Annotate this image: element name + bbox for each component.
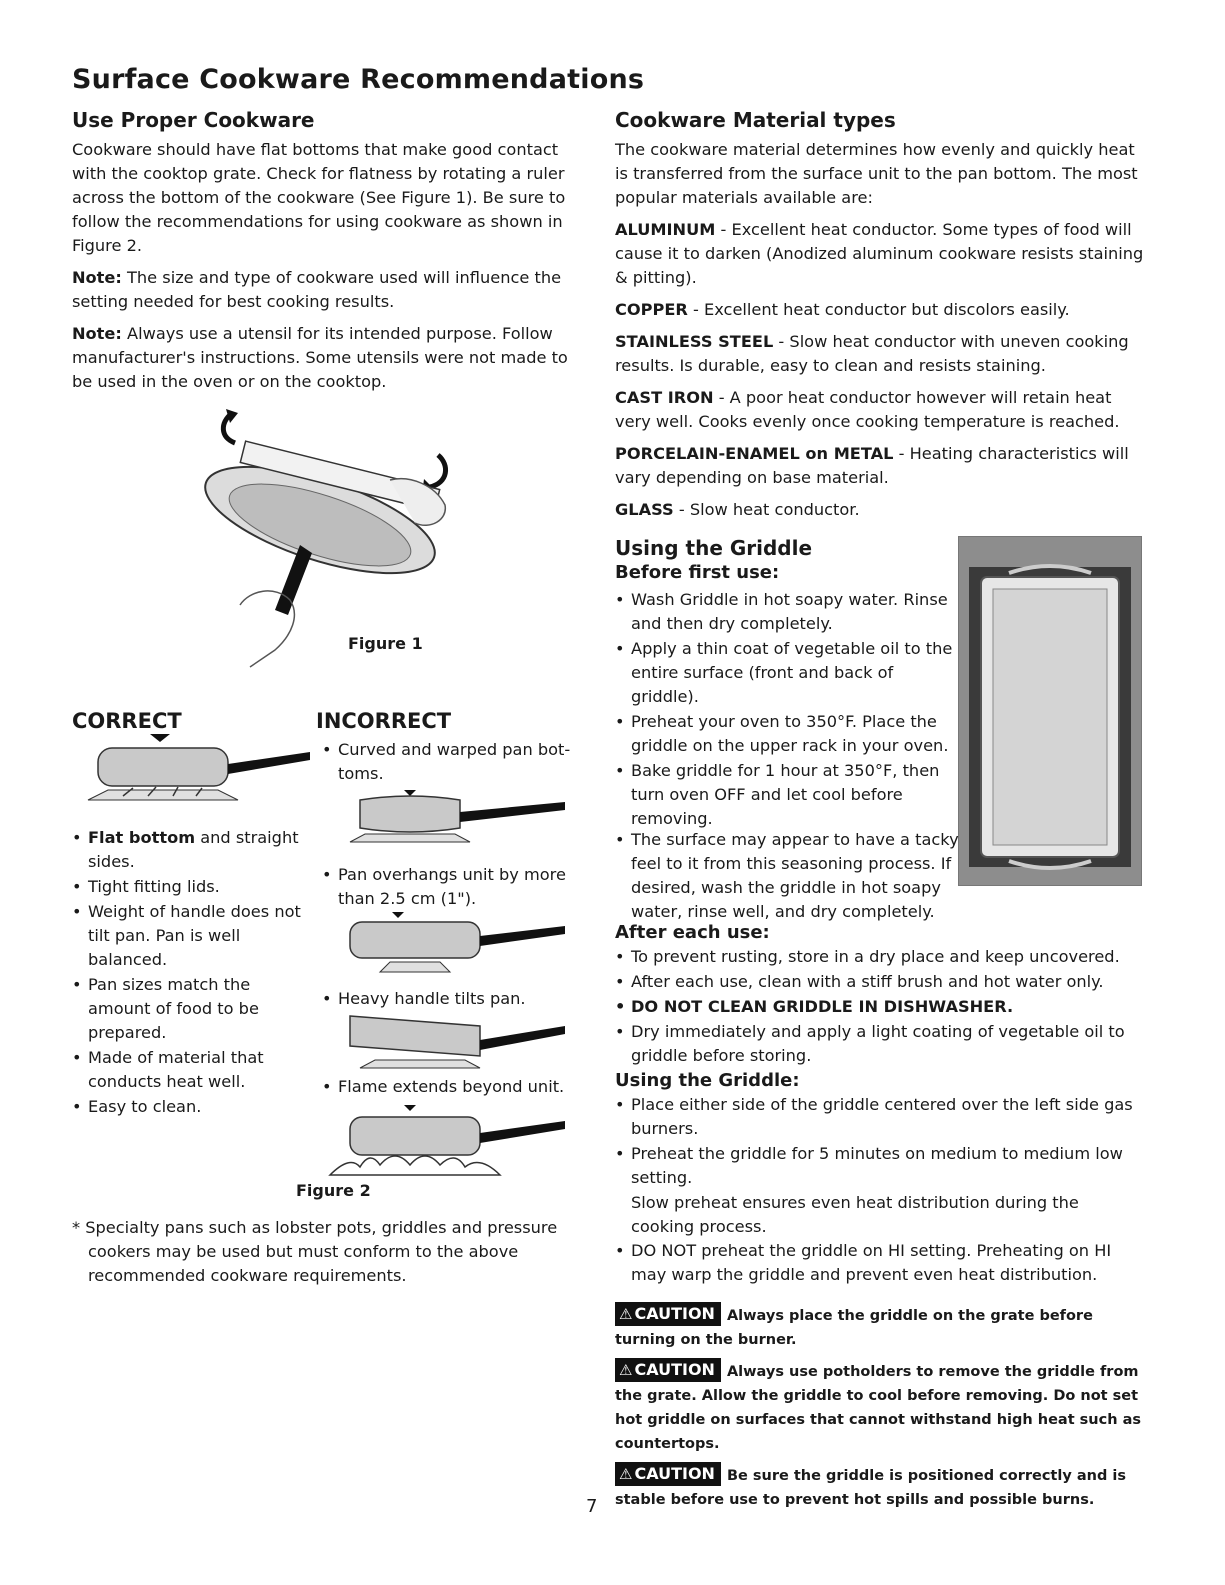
flame-marker-icon: [150, 734, 170, 742]
griddle-heading: Using the Griddle: [615, 536, 813, 560]
incorrect-item: • Curved and warped pan bot-toms.: [322, 738, 587, 786]
flame-pan-illustration: [320, 1105, 580, 1180]
before-first-use-heading: Before first use:: [615, 562, 780, 583]
note-1: [72, 266, 592, 314]
correct-item: • Easy to clean.: [72, 1095, 307, 1119]
material-aluminum: [615, 218, 1145, 290]
using-item: • Preheat the griddle for 5 minutes on medium to medium low setting.: [615, 1142, 1145, 1190]
using-note: Slow preheat ensures even heat distribution during the cooking process.: [631, 1193, 1079, 1236]
caution-1: [615, 1302, 1145, 1352]
using-item: • Place either side of the griddle centered over the left side gas burners.: [615, 1093, 1145, 1141]
material-desc: - Heating characteristics will vary depending on base material.: [615, 444, 1129, 487]
material-desc: - Slow heat conductor.: [673, 500, 860, 519]
warning-triangle-icon: ⚠: [619, 1305, 633, 1323]
intro-paragraph: Cookware should have flat bottoms that make good contact with the cooktop grate. Check for flatness by rotating a ruler across the bottom of the cookware (See Figure 1). Be sure to follow the recommendations for using cookware as shown in Figure 2.: [72, 140, 566, 255]
pan-body: [98, 748, 228, 786]
caution-label: CAUTION: [634, 1360, 715, 1379]
material-stainless: [615, 330, 1145, 378]
material-name: COPPER: [615, 300, 688, 319]
burner-grate: [88, 790, 238, 800]
pan-handle: [228, 752, 310, 774]
after-item-warning: • DO NOT CLEAN GRIDDLE IN DISHWASHER.: [615, 995, 1145, 1019]
figure-2-caption: Figure 2: [296, 1181, 371, 1200]
caution-3: [615, 1462, 1145, 1512]
incorrect-item-2: [322, 863, 587, 912]
material-name: CAST IRON: [615, 388, 714, 407]
cautions-section: [615, 1302, 1145, 1518]
before-item: • Apply a thin coat of vegetable oil to the entire surface (front and back of griddle).: [615, 637, 960, 709]
material-name: GLASS: [615, 500, 674, 519]
before-item: • The surface may appear to have a tacky feel to it from this seasoning process. If desired, wash the griddle in hot soapy water, rinse well, and dry completely.: [615, 828, 966, 924]
using-list: [615, 1093, 1145, 1190]
page-title: Surface Cookware Recommendations: [72, 64, 645, 95]
using-section: [615, 1070, 1145, 1288]
pan-handle: [480, 926, 565, 946]
before-list-wrap: [615, 588, 960, 832]
correct-pan-illustration: [78, 730, 318, 820]
materials-intro: The cookware material determines how evenly and quickly heat is transferred from the surface unit to the pan bottom. The most popular materials available are:: [615, 140, 1138, 207]
material-copper: [615, 298, 1145, 322]
before-item: • Wash Griddle in hot soapy water. Rinse and then dry completely.: [615, 588, 960, 636]
using-item: • DO NOT preheat the griddle on HI setting. Preheating on HI may warp the griddle and prevent even heat distribution.: [615, 1239, 1145, 1287]
correct-list: [72, 826, 307, 1119]
pan-handle: [460, 802, 565, 822]
note-1-text: The size and type of cookware used will influence the setting needed for best cooking results.: [72, 268, 562, 311]
material-cast-iron: [615, 386, 1145, 434]
incorrect-item: • Pan overhangs unit by more than 2.5 cm (1").: [322, 863, 587, 911]
correct-list-wrap: [72, 826, 307, 1120]
after-item: • After each use, clean with a stiff brush and hot water only.: [615, 970, 1145, 994]
pan-body: [350, 1117, 480, 1155]
after-item: • Dry immediately and apply a light coating of vegetable oil to griddle before storing.: [615, 1020, 1145, 1068]
after-each-use-heading: After each use:: [615, 922, 770, 943]
correct-item: • Tight fitting lids.: [72, 875, 307, 899]
correct-label: CORRECT: [72, 709, 182, 733]
before-list: [615, 588, 960, 831]
correct-item: • Weight of handle does not tilt pan. Pan is well balanced.: [72, 900, 307, 972]
using-griddle-heading: Using the Griddle:: [615, 1070, 800, 1091]
figure-1-caption: Figure 1: [348, 634, 423, 653]
material-desc: - Slow heat conductor with uneven cooking results. Is durable, easy to clean and resists staining.: [615, 332, 1129, 375]
page-number: 7: [586, 1496, 598, 1517]
warped-pan-illustration: [340, 790, 580, 850]
incorrect-item-1: [322, 738, 587, 787]
caution-text: Always use potholders to remove the griddle from the grate. Allow the griddle to cool before removing. Do not set hot griddle on surfaces that cannot withstand high heat such as countertops.: [615, 1364, 1142, 1452]
material-desc: - Excellent heat conductor but discolors easily.: [687, 300, 1070, 319]
after-item: • To prevent rusting, store in a dry place and keep uncovered.: [615, 945, 1145, 969]
after-section: [615, 922, 1145, 1069]
material-desc: - Excellent heat conductor. Some types of food will cause it to darken (Anodized aluminum cookware resists staining & pitting).: [615, 220, 1144, 287]
correct-item: [72, 826, 307, 874]
caution-2: [615, 1358, 1145, 1456]
caution-label: CAUTION: [634, 1304, 715, 1323]
incorrect-item: • Flame extends beyond unit.: [322, 1075, 587, 1099]
before-item: • Preheat your oven to 350°F. Place the griddle on the upper rack in your oven.: [615, 710, 960, 758]
pan-body: [360, 796, 460, 832]
materials-section: [615, 108, 1145, 530]
material-name: PORCELAIN-ENAMEL on METAL: [615, 444, 894, 463]
incorrect-label: INCORRECT: [316, 709, 452, 733]
left-column: [72, 108, 592, 402]
incorrect-item-3: [322, 987, 587, 1012]
caution-text: Always place the griddle on the grate before turning on the burner.: [615, 1308, 1093, 1348]
using-body: [615, 1093, 1145, 1287]
after-list: [615, 945, 1145, 1068]
pan-body: [350, 922, 480, 958]
material-name: ALUMINUM: [615, 220, 716, 239]
correct-item: • Made of material that conducts heat well.: [72, 1046, 307, 1094]
warning-triangle-icon: ⚠: [619, 1465, 633, 1483]
flame-icon: [330, 1156, 500, 1175]
incorrect-item-4: [322, 1075, 587, 1100]
materials-body: [615, 138, 1145, 522]
before-last-wrap: [615, 828, 1145, 925]
correct-item: • Pan sizes match the amount of food to be prepared.: [72, 973, 307, 1045]
pan-handle: [275, 545, 312, 615]
incorrect-item: • Heavy handle tilts pan.: [322, 987, 587, 1011]
pan-handle: [480, 1121, 565, 1143]
pan-body: [350, 1016, 480, 1056]
warning-triangle-icon: ⚠: [619, 1361, 633, 1379]
caution-badge: [615, 1302, 721, 1326]
note-2: [72, 322, 592, 394]
material-porcelain: [615, 442, 1145, 490]
rotate-arrow-right-icon: [430, 455, 446, 487]
caution-text: Be sure the griddle is positioned correctly and is stable before use to prevent hot spills and possible burns.: [615, 1468, 1126, 1508]
overhang-pan-illustration: [340, 912, 580, 977]
specialty-pans-footnote: * Specialty pans such as lobster pots, griddles and pressure cookers may be used but must conform to the above recommended cookware requirements.: [72, 1218, 558, 1285]
before-item: • Bake griddle for 1 hour at 350°F, then turn oven OFF and let cool before removing.: [615, 759, 960, 831]
materials-heading: Cookware Material types: [615, 108, 896, 132]
correct-item-bold: Flat bottom: [88, 828, 196, 847]
material-name: STAINLESS STEEL: [615, 332, 774, 351]
griddle-section: [615, 536, 955, 583]
note-2-label: Note:: [72, 324, 122, 343]
cookware-intro: [72, 138, 592, 394]
pan-handle: [480, 1026, 565, 1050]
caution-badge: [615, 1462, 721, 1486]
material-glass: [615, 498, 1145, 522]
tilted-pan-illustration: [340, 1012, 580, 1072]
after-body: [615, 945, 1145, 1068]
figure-1-illustration: [180, 405, 480, 675]
correct-item-rest: and straight sides.: [88, 828, 299, 871]
caution-label: CAUTION: [634, 1464, 715, 1483]
use-proper-cookware-heading: Use Proper Cookware: [72, 108, 315, 132]
note-1-label: Note:: [72, 268, 122, 287]
material-desc: - A poor heat conductor however will retain heat very well. Cooks evenly once cooking temperature is reached.: [615, 388, 1120, 431]
note-2-text: Always use a utensil for its intended purpose. Follow manufacturer's instructions. Some utensils were not made to be used in the oven or on the cooktop.: [72, 324, 568, 391]
caution-badge: [615, 1358, 721, 1382]
